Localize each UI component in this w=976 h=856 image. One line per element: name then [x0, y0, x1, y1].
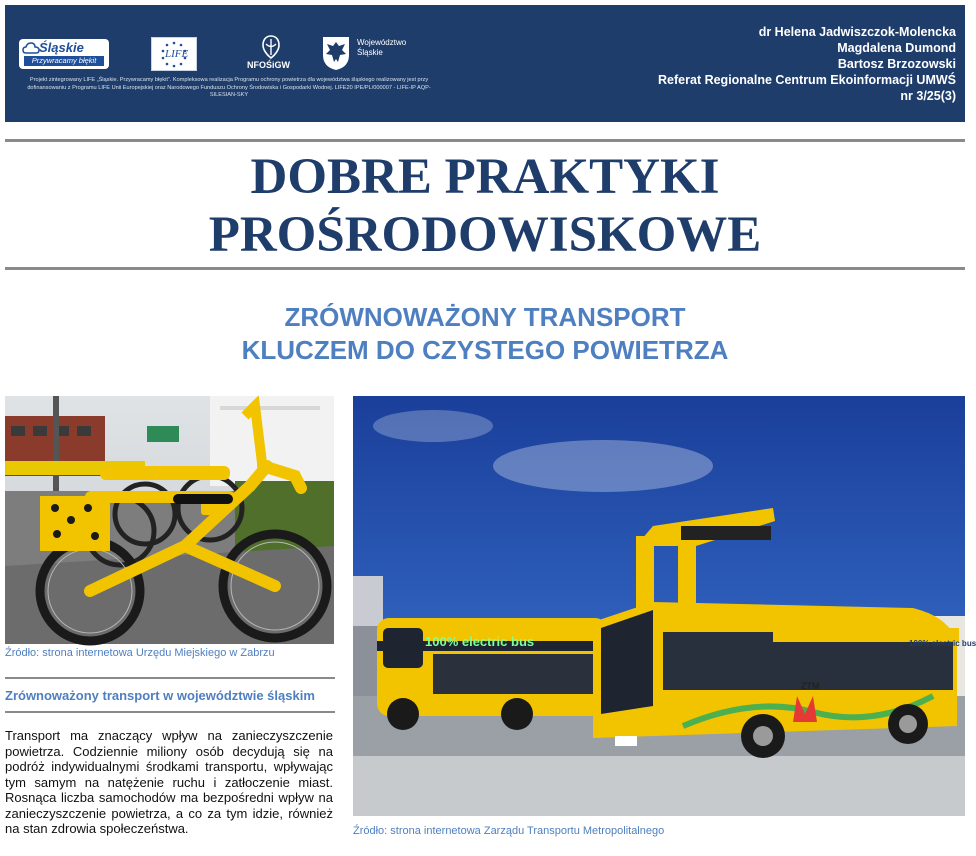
- page-subtitle: [5, 301, 965, 367]
- project-funding-note: Projekt zintegrowany LIFE „Śląskie. Przywracamy błękit”. Kompleksowa realizacja Programu ochrony powietrza dla województwa śląskiego realizowany jest przy dofinansowaniu z Programu LIFE Unii Europejskiej oraz Narodowego Funduszu Ochrony Środowiska i Gospodarki Wodnej. LIFE20 IPE/PL/000007 - LIFE-IP AQP-SILESIAN-SKY: [27, 77, 431, 99]
- slaskie-logo: [19, 39, 109, 69]
- author-1: dr Helena Jadwiszczok-Molencka: [758, 25, 956, 39]
- bikes-photo: [5, 396, 334, 644]
- issue-number: nr 3/25(3): [900, 89, 956, 103]
- nfosigw-logo: [245, 35, 301, 73]
- cloud-icon: [23, 42, 39, 54]
- section-paragraph: Transport ma znaczący wpływ na zanieczyszczenie powietrza. Codziennie miliony osób decydują się na podróż indywidualnymi środkami transportu, wpływając tym samym na natężenie ruchu i zatłoczenie miast. Rosnąca liczba samochodów ma bezpośredni wpływ na zanieczyszczenie powietrza, a co za tym idzie, również na stan zdrowia społeczeństwa.: [5, 728, 333, 836]
- partner-logos: [19, 35, 429, 75]
- front-bus-sign: 100% electric bus: [909, 639, 976, 648]
- wojewodztwo-logo-line2: Śląskie: [357, 48, 383, 57]
- page-title-line1: DOBRE PRAKTYKI: [250, 149, 720, 205]
- rear-bus-sign: 100% electric bus: [425, 634, 535, 649]
- electric-bus-illustration: [353, 396, 965, 816]
- page-subtitle-line2: KLUCZEM DO CZYSTEGO POWIETRZA: [241, 335, 729, 365]
- author-unit: Referat Regionalne Centrum Ekoinformacji UMWŚ: [658, 73, 956, 87]
- life-logo: [151, 37, 197, 71]
- author-2: Magdalena Dumond: [837, 41, 956, 55]
- life-logo-text: LIFE: [165, 48, 189, 60]
- slaskie-logo-slogan: Przywracamy błękit: [24, 56, 104, 66]
- header-banner: [5, 5, 965, 122]
- city-bikes-illustration: [5, 396, 334, 644]
- page-subtitle-line1: ZRÓWNOWAŻONY TRANSPORT: [284, 302, 686, 332]
- bus-photo-caption: Źródło: strona internetowa Zarządu Transportu Metropolitalnego: [353, 825, 665, 837]
- electric-bus-photo: [353, 396, 976, 816]
- wojewodztwo-logo-text: [357, 38, 406, 58]
- bikes-photo-caption: Źródło: strona internetowa Urzędu Miejskiego w Zabrzu: [5, 647, 275, 659]
- title-rule-top: [5, 139, 965, 142]
- slaskie-logo-title: Śląskie: [39, 40, 84, 55]
- wojewodztwo-logo: [321, 35, 431, 75]
- nfosigw-emblem-icon: [261, 35, 281, 59]
- nfosigw-logo-text: NFOŚiGW: [247, 60, 290, 70]
- author-3: Bartosz Brzozowski: [837, 57, 956, 71]
- section-heading: Zrównoważony transport w województwie śląskim: [5, 688, 315, 703]
- wojewodztwo-logo-line1: Województwo: [357, 38, 407, 47]
- page-title: [5, 148, 965, 264]
- bus-brand-label: ZTM: [801, 681, 820, 691]
- authors-block: [536, 24, 956, 104]
- page-title-line2: PROŚRODOWISKOWE: [208, 207, 762, 263]
- title-rule-bottom: [5, 267, 965, 270]
- eagle-crest-icon: [321, 35, 351, 71]
